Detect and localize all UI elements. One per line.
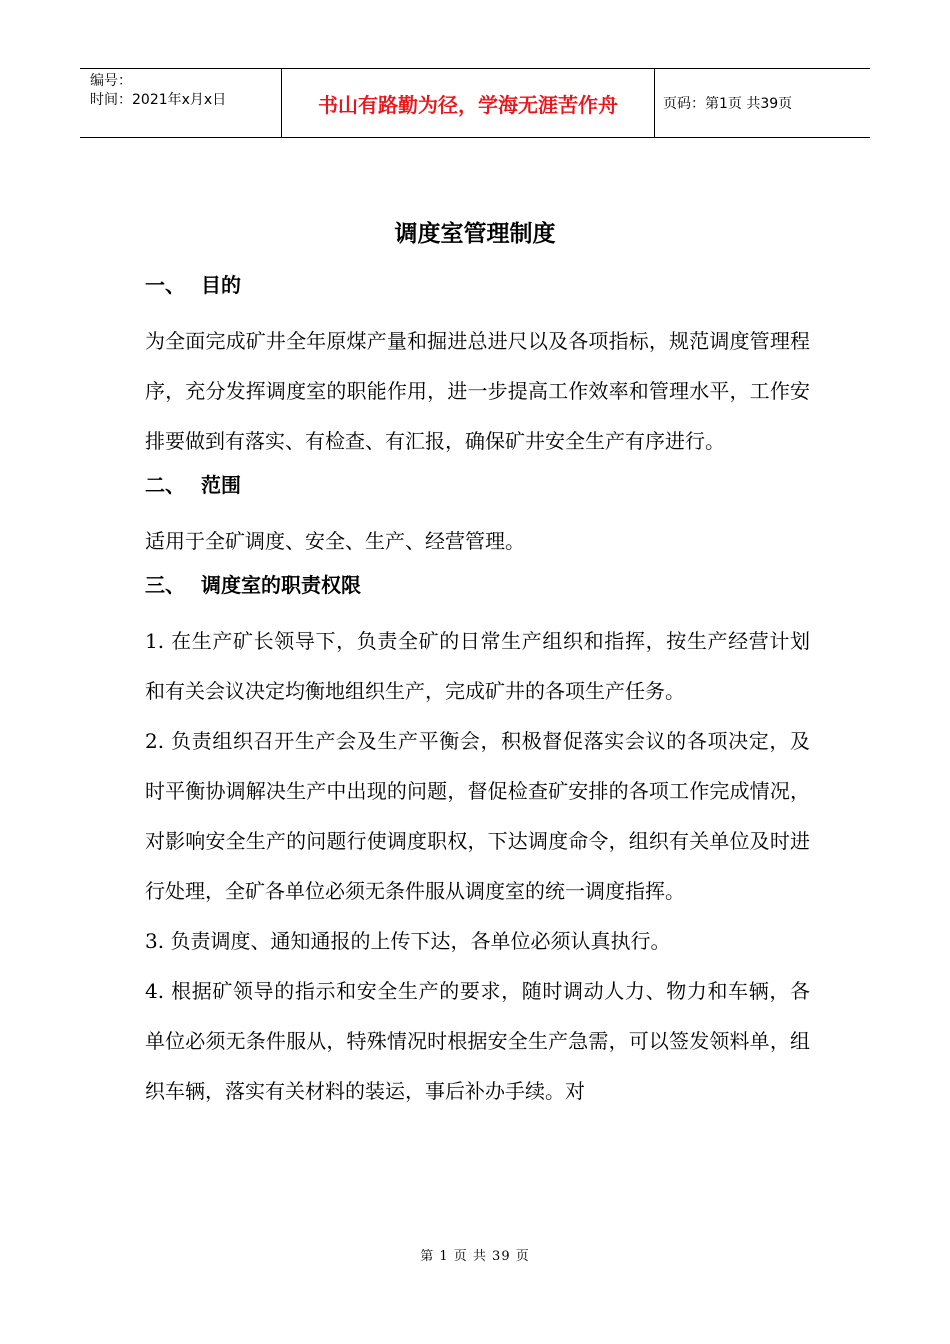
number-label: 编号： <box>90 73 132 89</box>
header-motto: 书山有路勤为径，学海无涯苦作舟 <box>282 69 655 137</box>
paragraph: 3. 负责调度、通知通报的上传下达，各单位必须认真执行。 <box>145 929 671 953</box>
header-meta <box>80 69 282 137</box>
paragraph: 2. 负责组织召开生产会及生产平衡会，积极督促落实会议的各项决定，及时平衡协调解决生产中出现的问题，督促检查矿安排的各项工作完成情况，对影响安全生产的问题行使调度职权，下达调度命令，组织有关单位及时进行处理，全矿各单位必须无条件服从调度室的统一调度指挥。 <box>145 729 810 903</box>
document-body <box>145 266 810 1116</box>
section-heading-duties <box>145 566 810 616</box>
section-heading-scope <box>145 466 810 516</box>
section-title: 目的 <box>201 273 241 297</box>
section-number: 二、 <box>145 473 185 497</box>
section-number: 一、 <box>145 273 185 297</box>
page-footer: 第 1 页 共 39 页 <box>420 1249 530 1264</box>
section-number: 三、 <box>145 573 185 597</box>
header-page-info: 页码：第1页 共39页 <box>663 96 793 112</box>
paragraph: 4. 根据矿领导的指示和安全生产的要求，随时调动人力、物力和车辆，各单位必须无条件服从，特殊情况时根据安全生产急需，可以签发领料单，组织车辆，落实有关材料的装运，事后补办手续。对 <box>145 979 810 1103</box>
document-title: 调度室管理制度 <box>394 220 556 247</box>
paragraph: 1. 在生产矿长领导下，负责全矿的日常生产组织和指挥，按生产经营计划和有关会议决定均衡地组织生产，完成矿井的各项生产任务。 <box>145 629 810 703</box>
paragraph: 适用于全矿调度、安全、生产、经营管理。 <box>145 529 525 553</box>
paragraph: 为全面完成矿井全年原煤产量和掘进总进尺以及各项指标，规范调度管理程序，充分发挥调度室的职能作用，进一步提高工作效率和管理水平，工作安排要做到有落实、有检查、有汇报，确保矿井安全生产有序进行。 <box>145 329 810 453</box>
time-label: 时间：2021年x月x日 <box>90 92 227 108</box>
section-heading-purpose <box>145 266 810 316</box>
section-title: 范围 <box>201 473 241 497</box>
page-header <box>80 68 870 138</box>
section-title: 调度室的职责权限 <box>201 573 361 597</box>
